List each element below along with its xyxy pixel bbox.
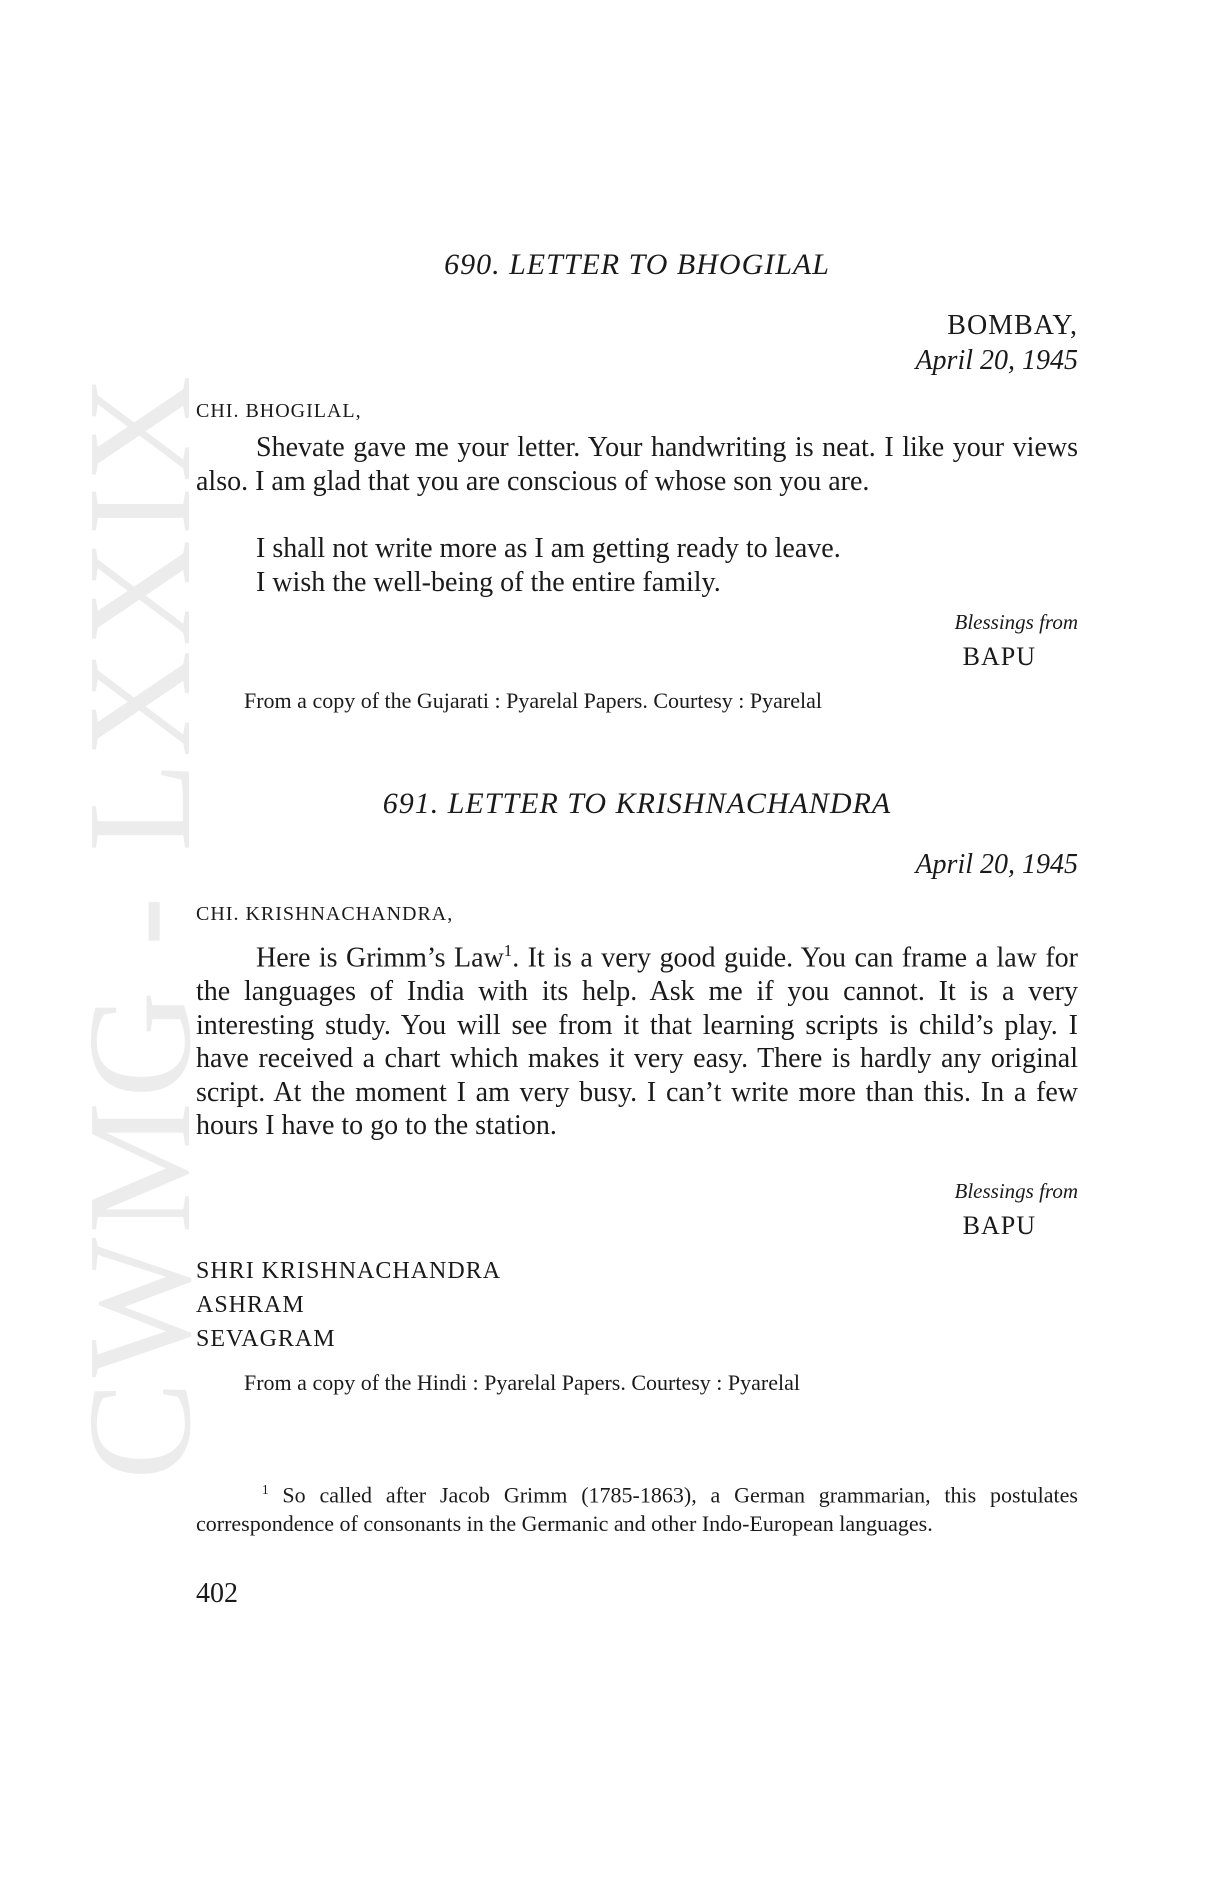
- address-line-3: SEVAGRAM: [196, 1326, 336, 1352]
- letter-691-signoff: BAPU: [962, 1211, 1036, 1240]
- letter-690-blessing: Blessings from: [954, 610, 1078, 634]
- letter-690-paragraph-2: I shall not write more as I am getting ready to leave.: [256, 533, 841, 564]
- address-line-1: SHRI KRISHNACHANDRA: [196, 1258, 502, 1284]
- letter-691-salutation: CHI. KRISHNACHANDRA,: [196, 903, 454, 925]
- letter-690-heading: 690. LETTER TO BHOGILAL: [444, 248, 830, 281]
- letter-690-signoff: BAPU: [962, 642, 1036, 671]
- letter-690-date: April 20, 1945: [915, 345, 1078, 376]
- letter-691-paragraph: [196, 934, 1078, 1143]
- footnote-text: So called after Jacob Grimm (1785-1863), a German grammarian, this postulates correspondence of consonants in the Germanic and other Indo-European languages.: [196, 1482, 1078, 1537]
- letter-691-paragraph-rest: . It is a very good guide. You can frame a law for the languages of India with its help. Ask me if you cannot. It is a very interesting study. You will see from it that learning scripts is child’s play. I have received a chart which makes it very easy. There is hardly any original script. At the moment I am very busy. I can’t write more than this. In a few hours I have to go to the station.: [196, 942, 1078, 1142]
- footnote-marker: 1: [262, 1482, 269, 1497]
- letter-690-place: BOMBAY,: [947, 310, 1078, 341]
- letter-691-blessing: Blessings from: [954, 1179, 1078, 1203]
- page-number: 402: [196, 1578, 238, 1609]
- address-line-2: ASHRAM: [196, 1292, 305, 1318]
- letter-691-heading: 691. LETTER TO KRISHNACHANDRA: [382, 787, 892, 820]
- letter-690-paragraph-3: I wish the well-being of the entire family.: [256, 567, 721, 598]
- letter-691-source: From a copy of the Hindi : Pyarelal Papers. Courtesy : Pyarelal: [244, 1370, 800, 1395]
- footnote-ref: 1: [503, 941, 513, 960]
- letter-690-salutation: CHI. BHOGILAL,: [196, 400, 362, 422]
- letter-690-paragraph-1: Shevate gave me your letter. Your handwriting is neat. I like your views also. I am glad that you are conscious of whose son you are.: [196, 432, 1078, 497]
- letter-691-paragraph-start: Here is Grimm’s Law: [256, 942, 504, 974]
- footnote: [196, 1475, 1078, 1538]
- letter-691-date: April 20, 1945: [915, 849, 1078, 880]
- letter-690-source: From a copy of the Gujarati : Pyarelal Papers. Courtesy : Pyarelal: [244, 688, 822, 713]
- watermark: CWMG - LXXIX: [58, 371, 222, 1480]
